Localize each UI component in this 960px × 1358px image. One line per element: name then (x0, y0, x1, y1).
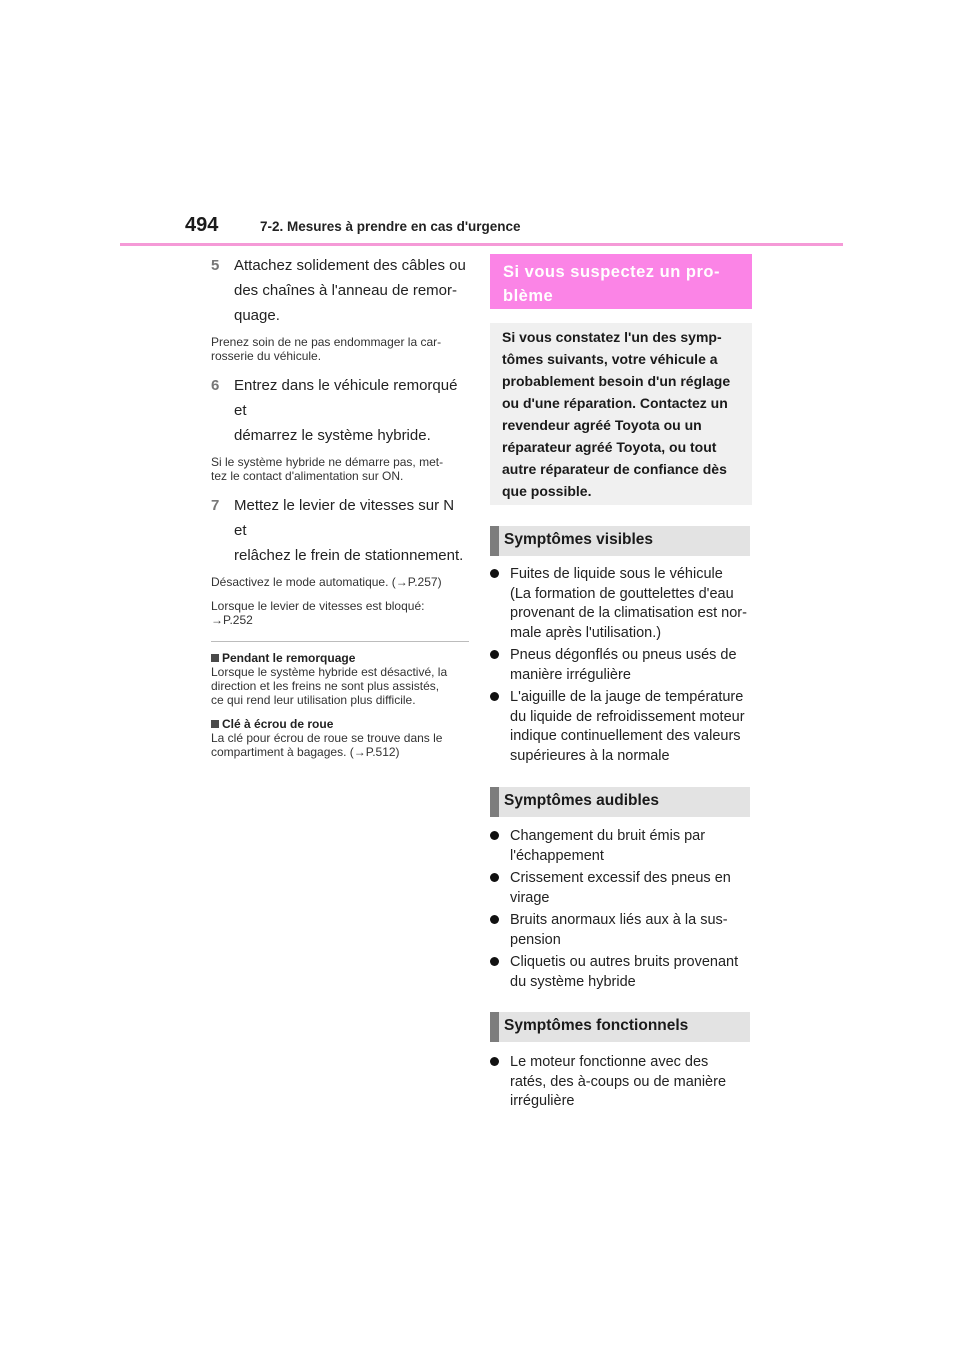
step-note (211, 575, 469, 589)
page-header (0, 0, 960, 250)
bullet-dot-icon (490, 831, 499, 840)
square-bullet-icon (211, 720, 219, 728)
subsection-text (211, 731, 469, 759)
step-note (211, 599, 469, 627)
note-line: tez le contact d'alimentation sur ON. (211, 469, 404, 483)
title-line: Si vous suspectez un pro- (503, 263, 720, 281)
item-line: indique continuellement des valeurs (510, 728, 741, 744)
subsection-heading-text: Pendant le remorquage (222, 651, 356, 665)
intro-line: que possible. (502, 483, 592, 499)
intro-line: tômes suivants, votre véhicule a (502, 351, 718, 367)
step-6 (211, 373, 469, 483)
bullet-dot-icon (490, 650, 499, 659)
square-bullet-icon (211, 654, 219, 662)
step-note (211, 335, 469, 363)
list-item (490, 565, 752, 643)
intro-line: réparateur agréé Toyota, ou tout (502, 439, 717, 455)
section-title: 7-2. Mesures à prendre en cas d'urgence (260, 219, 521, 234)
text-line-ref-p512[interactable]: compartiment à bagages. (→P.512) (211, 745, 400, 759)
list-item (490, 911, 752, 950)
item-line: Le moteur fonctionne avec des (510, 1054, 709, 1070)
item-line: supérieures à la normale (510, 747, 670, 764)
step-line: quage. (234, 307, 280, 324)
item-line: du système hybride (510, 973, 636, 990)
intro-line: Si vous constatez l'un des symp- (502, 329, 722, 345)
item-line: Pneus dégonflés ou pneus usés de (510, 647, 737, 663)
step-instruction (211, 373, 469, 448)
right-column (490, 254, 752, 1115)
list-item (490, 1053, 752, 1112)
item-line: pension (510, 931, 561, 948)
item-line: (La formation de gouttelettes d'eau (510, 585, 734, 602)
intro-line: probablement besoin d'un réglage (502, 373, 731, 389)
note-line: Si le système hybride ne démarre pas, met- (211, 455, 444, 469)
bullet-list-functional (490, 1053, 752, 1112)
item-line: Changement du bruit émis par (510, 828, 706, 844)
item-line: Bruits anormaux liés aux à la sus- (510, 912, 728, 928)
step-note (211, 455, 469, 483)
step-5 (211, 253, 469, 363)
subsection-wheel-key (211, 717, 469, 759)
item-line: manière irrégulière (510, 666, 631, 683)
subsection-towing (211, 651, 469, 707)
note-line: Prenez soin de ne pas endommager la car- (211, 335, 442, 349)
note-line: rosserie du véhicule. (211, 349, 322, 363)
step-line: Mettez le levier de vitesses sur N et (234, 497, 455, 539)
item-line: L'aiguille de la jauge de température (510, 689, 744, 705)
step-number: 5 (211, 257, 220, 274)
item-line: male après l'utilisation.) (510, 624, 662, 641)
step-instruction (211, 493, 469, 568)
subsection-text (211, 665, 469, 707)
list-item (490, 646, 752, 685)
note-line-ref-p257[interactable]: Désactivez le mode automatique. (→P.257) (211, 575, 442, 589)
list-item (490, 827, 752, 866)
step-line: démarrez le système hybride. (234, 427, 431, 444)
page-number: 494 (185, 214, 219, 236)
item-line: Cliquetis ou autres bruits provenant (510, 954, 739, 970)
text-line: Lorsque le système hybride est désactivé, la (211, 665, 448, 679)
bullet-list-audible (490, 827, 752, 992)
subsection-heading (211, 717, 469, 731)
item-line: provenant de la climatisation est nor- (510, 605, 747, 621)
item-line: virage (510, 889, 550, 906)
step-number: 6 (211, 377, 220, 394)
text-line: ce qui rend leur utilisation plus difficile. (211, 693, 416, 707)
step-line: des chaînes à l'anneau de remor- (234, 282, 458, 299)
item-line: du liquide de refroidissement moteur (510, 708, 745, 725)
step-7 (211, 493, 469, 627)
problem-title-box (490, 254, 752, 309)
subsection-heading-text: Clé à écrou de roue (222, 717, 334, 731)
bullet-dot-icon (490, 957, 499, 966)
step-line: relâchez le frein de stationnement. (234, 547, 464, 564)
step-instruction (211, 253, 469, 328)
item-line: ratés, des à-coups ou de manière (510, 1073, 727, 1090)
title-line: blème (503, 287, 554, 305)
step-number: 7 (211, 497, 220, 514)
bullet-dot-icon (490, 873, 499, 882)
item-line: Fuites de liquide sous le véhicule (510, 566, 723, 582)
intro-line: autre réparateur de confiance dès (502, 461, 727, 477)
step-line: Attachez solidement des câbles ou (234, 257, 466, 274)
bullet-dot-icon (490, 915, 499, 924)
section-divider (211, 641, 469, 642)
header-rule (120, 243, 843, 246)
left-column (211, 253, 469, 769)
step-line: Entrez dans le véhicule remorqué et (234, 377, 458, 419)
intro-box (490, 323, 752, 505)
text-line: La clé pour écrou de roue se trouve dans le (211, 731, 443, 745)
bullet-dot-icon (490, 692, 499, 701)
item-line: l'échappement (510, 847, 604, 864)
intro-line: revendeur agréé Toyota ou un (502, 417, 702, 433)
subsection-heading (211, 651, 469, 665)
list-item (490, 688, 752, 766)
item-line: Crissement excessif des pneus en (510, 870, 731, 886)
item-line: irrégulière (510, 1093, 575, 1109)
list-item (490, 953, 752, 992)
section-heading-functional: Symptômes fonctionnels (490, 1012, 750, 1042)
section-heading-visible: Symptômes visibles (490, 526, 750, 556)
section-heading-audible: Symptômes audibles (490, 787, 750, 817)
page-ref-link-p252[interactable]: →P.252 (211, 613, 253, 627)
text-line: direction et les freins ne sont plus assistés, (211, 679, 440, 693)
bullet-dot-icon (490, 1057, 499, 1066)
list-item (490, 869, 752, 908)
bullet-list-visible (490, 565, 752, 766)
note-line: Lorsque le levier de vitesses est bloqué: (211, 599, 425, 613)
intro-line: ou d'une réparation. Contactez un (502, 395, 728, 411)
bullet-dot-icon (490, 569, 499, 578)
